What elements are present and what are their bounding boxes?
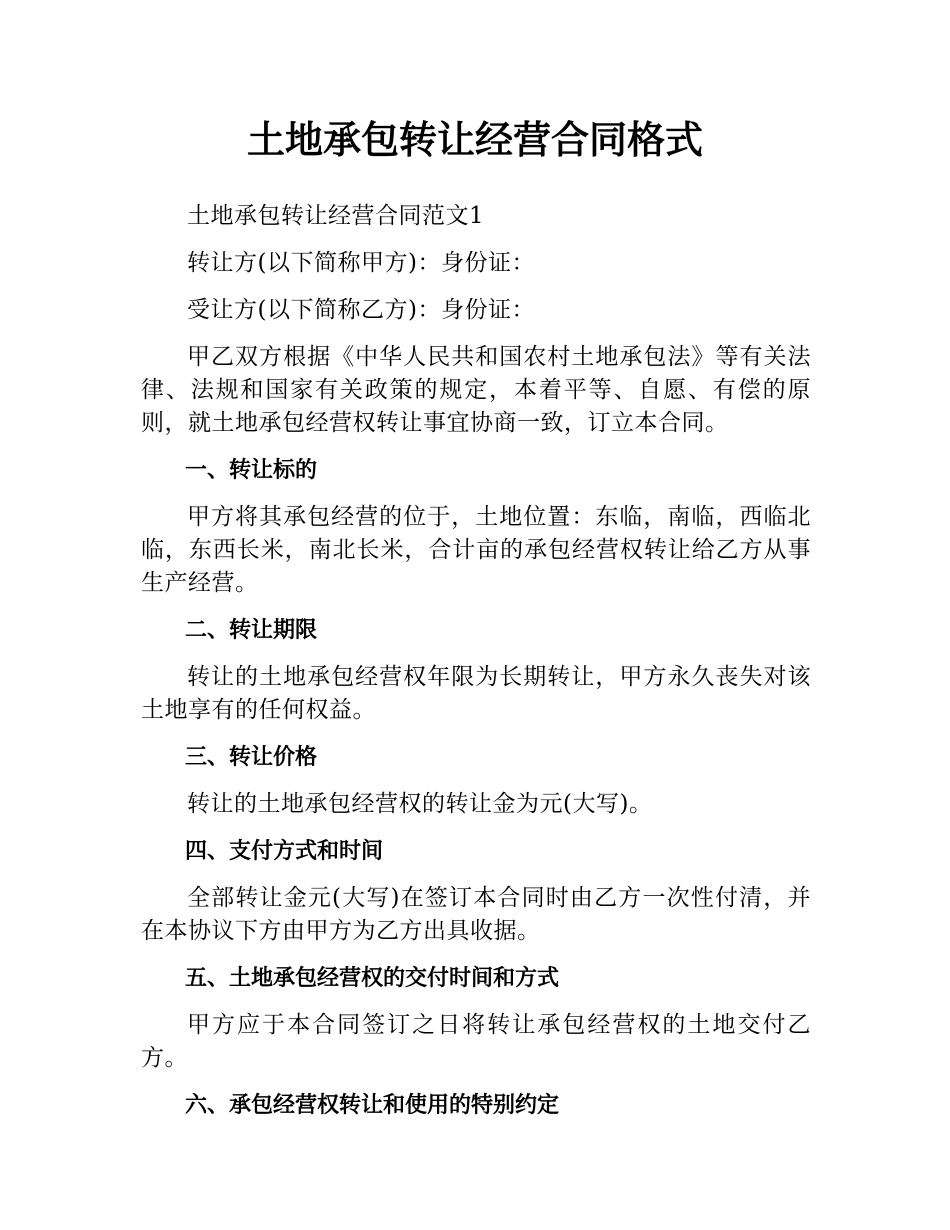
subtitle: 土地承包转让经营合同范文1 — [187, 203, 485, 229]
document-body — [141, 200, 811, 1122]
section-heading: 一、转让标的 — [185, 458, 318, 483]
document-title: 土地承包转让经营合同格式 — [246, 118, 703, 162]
section-heading: 二、转让期限 — [185, 618, 318, 643]
section-text: 甲方应于本合同签订之日将转让承包经营权的土地交付乙方。 — [141, 1012, 811, 1071]
section-text: 甲方将其承包经营的位于，土地位置：东临，南临，西临北临，东西长米，南北长米，合计亩的承包经营权转让给乙方从事生产经营。 — [141, 504, 811, 596]
section-text: 转让的土地承包经营权年限为长期转让，甲方永久丧失对该土地享有的任何权益。 — [141, 664, 811, 723]
preamble-paragraph: 甲乙双方根据《中华人民共和国农村土地承包法》等有关法律、法规和国家有关政策的规定，本着平等、自愿、有偿的原则，就土地承包经营权转让事宜协商一致，订立本合同。 — [141, 344, 811, 436]
section-heading: 三、转让价格 — [185, 745, 318, 770]
section-text: 全部转让金元(大写)在签订本合同时由乙方一次性付清，并在本协议下方由甲方为乙方出具收据。 — [141, 885, 811, 944]
section-heading: 五、土地承包经营权的交付时间和方式 — [185, 966, 560, 991]
party-b-line: 受让方(以下简称乙方)：身份证： — [187, 297, 535, 323]
section-heading: 六、承包经营权转让和使用的特别约定 — [185, 1093, 560, 1118]
party-a-line: 转让方(以下简称甲方)：身份证： — [187, 250, 535, 276]
section-text: 转让的土地承包经营权的转让金为元(大写)。 — [187, 791, 653, 817]
section-heading: 四、支付方式和时间 — [185, 839, 384, 864]
